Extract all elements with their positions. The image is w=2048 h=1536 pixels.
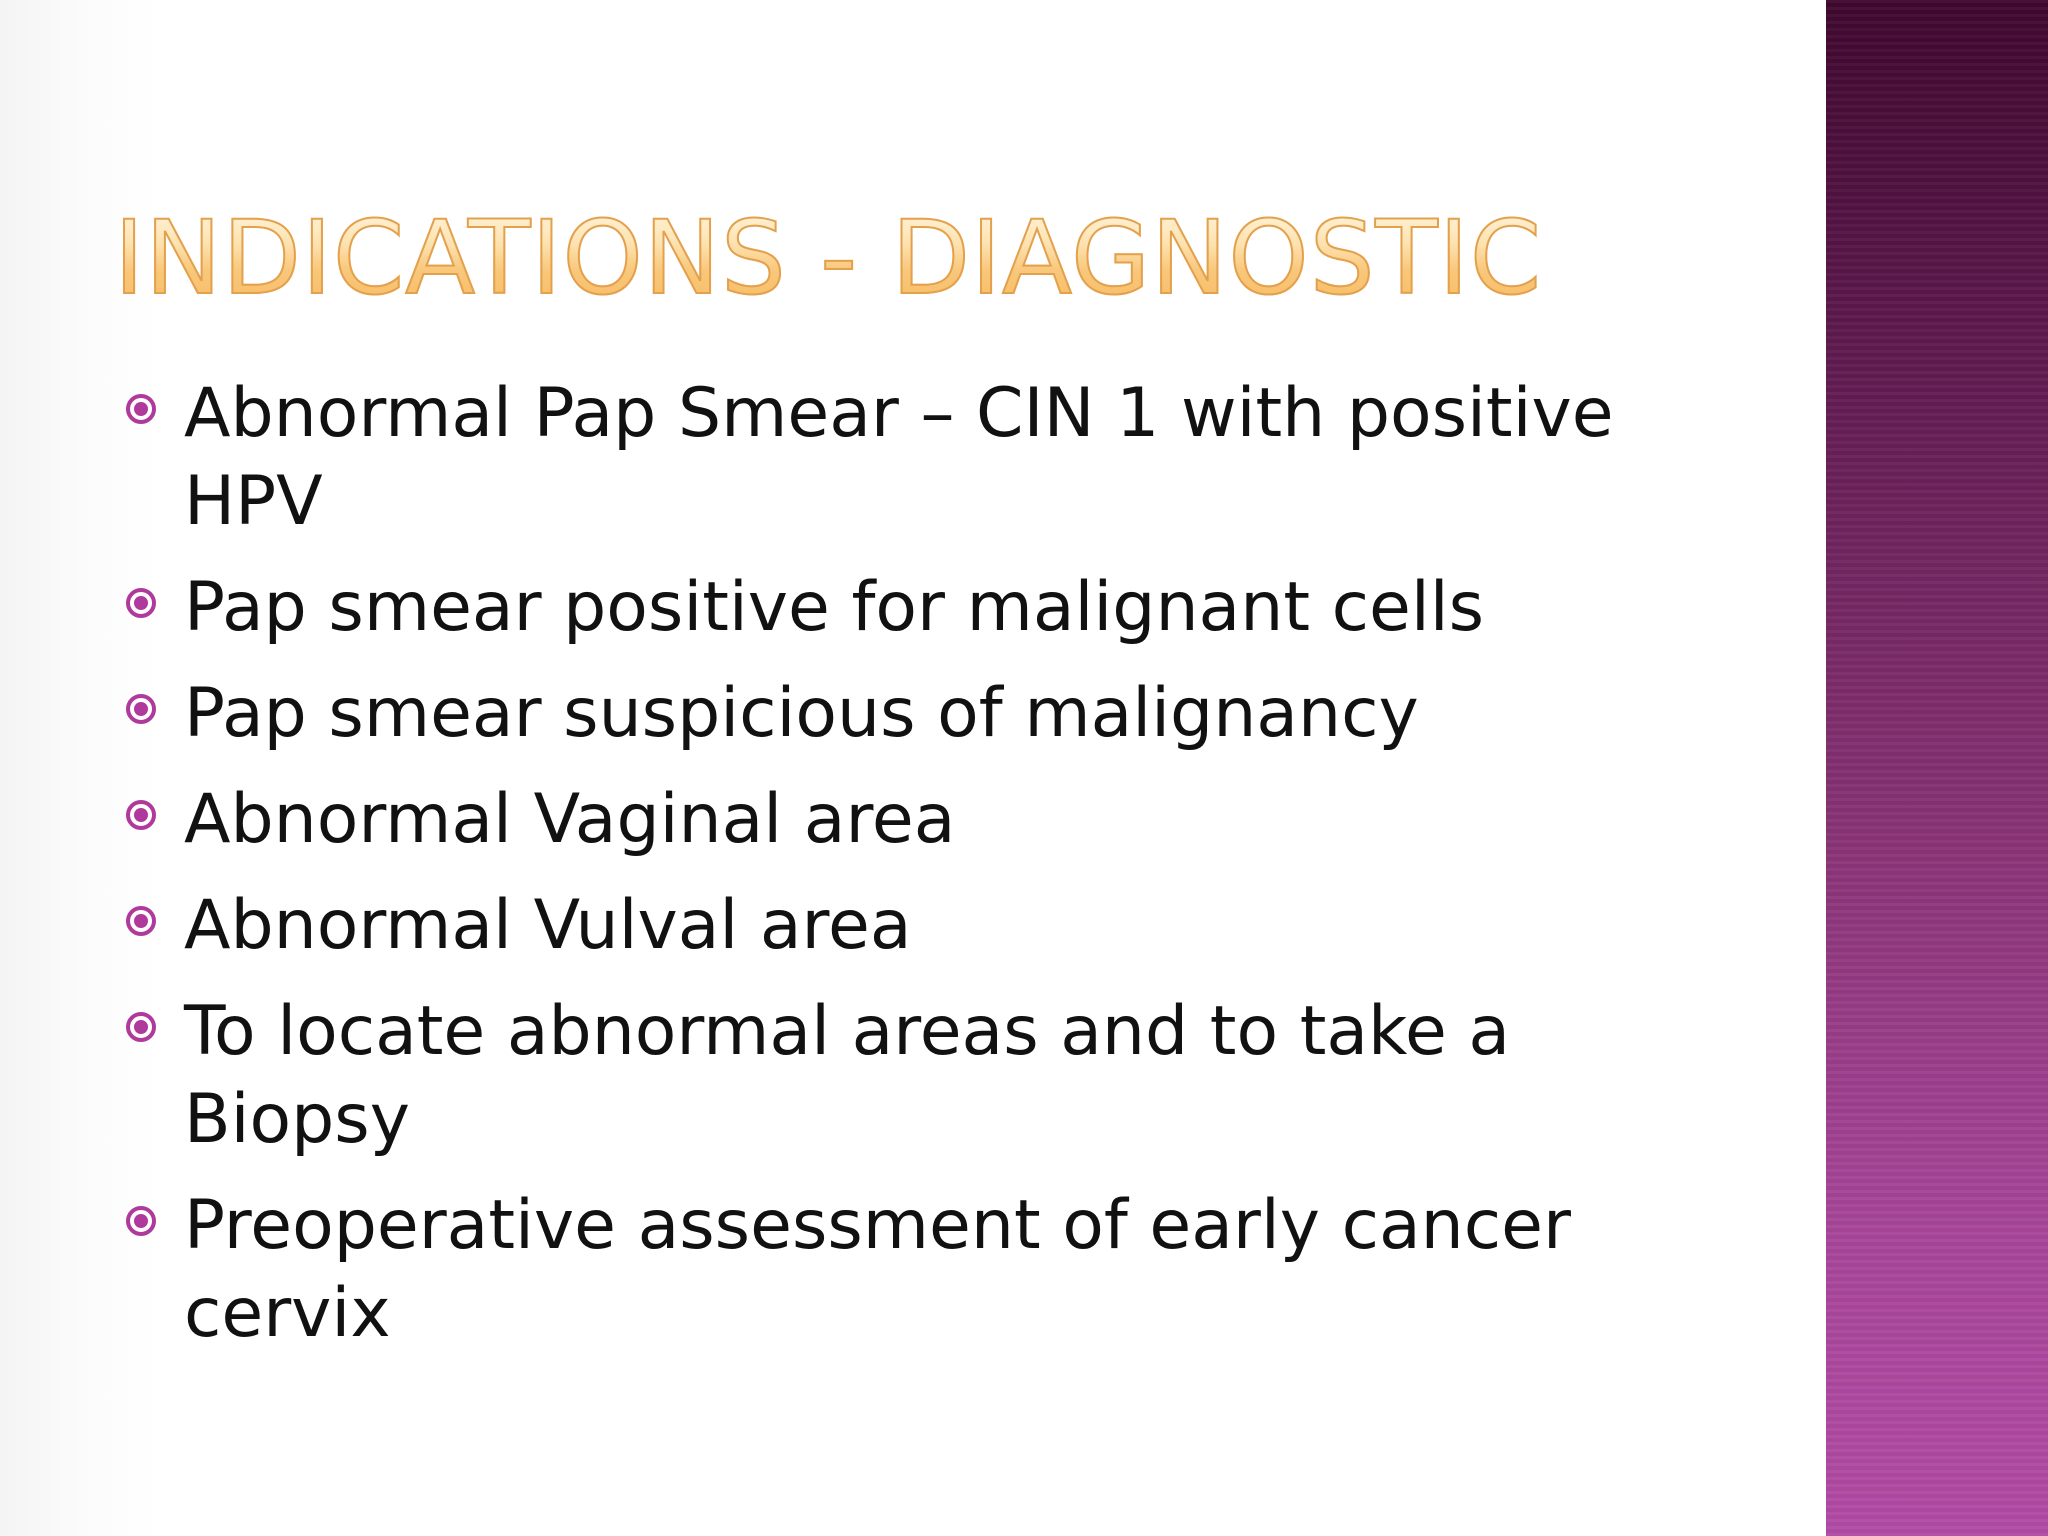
- bullet-text: Abnormal Vulval area: [184, 886, 912, 965]
- bullet-text: Abnormal Vaginal area: [184, 780, 956, 859]
- bullet-text: Pap smear suspicious of malignancy: [184, 674, 1419, 753]
- bullet-text: Abnormal Pap Smear – CIN 1 with positive HPV: [184, 374, 1614, 541]
- circled-dot-icon: [126, 394, 156, 424]
- circled-dot-icon: [126, 1206, 156, 1236]
- bullet-item: [124, 670, 1684, 758]
- bullet-item: [124, 564, 1684, 652]
- bullet-text: To locate abnormal areas and to take a Biopsy: [184, 992, 1511, 1159]
- circled-dot-icon: [126, 694, 156, 724]
- circled-dot-icon: [126, 588, 156, 618]
- bullet-item: [124, 1182, 1684, 1358]
- bullet-item: [124, 882, 1684, 970]
- bullet-text: Pap smear positive for malignant cells: [184, 568, 1485, 647]
- decorative-side-band: [1826, 0, 2048, 1536]
- slide-title: INDICATIONS - DIAGNOSTIC: [114, 199, 1543, 318]
- bullet-item: [124, 370, 1684, 546]
- bullet-item: [124, 988, 1684, 1164]
- circled-dot-icon: [126, 800, 156, 830]
- bullet-item: [124, 776, 1684, 864]
- bullet-list: [124, 370, 1684, 1376]
- circled-dot-icon: [126, 906, 156, 936]
- bullet-text: Preoperative assessment of early cancer cervix: [184, 1186, 1571, 1353]
- circled-dot-icon: [126, 1012, 156, 1042]
